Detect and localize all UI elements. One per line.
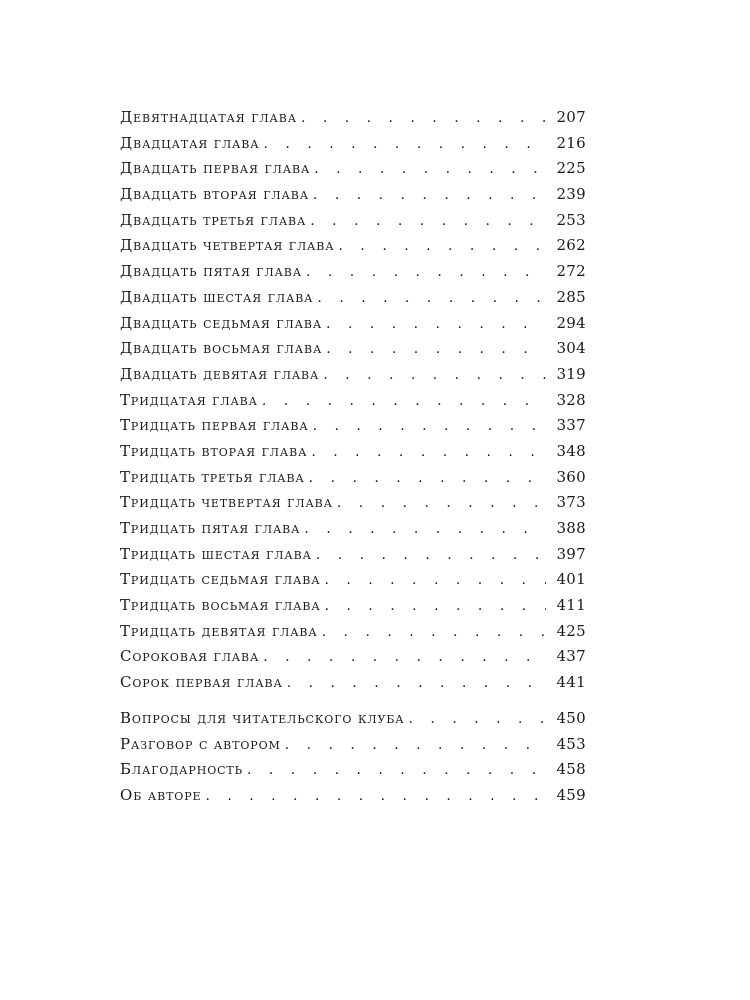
toc-entry [120,596,586,622]
toc-entry-page: 458 [556,760,586,779]
toc-entry [120,545,586,571]
toc-entry-title: Двадцать вторая глава [120,185,309,204]
toc-entry-title: Тридцать третья глава [120,467,305,486]
toc-entry [120,647,586,673]
toc-entry-page: 411 [556,596,586,615]
toc-entry-page: 397 [556,544,586,563]
dot-leader [309,468,547,486]
extras-list [120,709,586,812]
dot-leader [326,314,546,332]
dot-leader [322,622,547,640]
toc-entry-page: 360 [556,467,586,486]
dot-leader [306,262,546,280]
dot-leader [287,673,547,691]
dot-leader [264,134,547,152]
toc-entry-title: Сорок первая глава [120,673,283,692]
toc-entry-page: 373 [556,493,586,512]
toc-entry-page: 388 [556,519,586,537]
toc-entry-page: 437 [556,647,586,666]
dot-leader [285,735,547,753]
dot-leader [324,570,546,588]
toc-entry-page: 262 [556,236,586,255]
toc-entry-title: Тридцать девятая глава [120,621,318,640]
toc-entry-title: Двадцать первая глава [120,159,311,178]
toc-entry-title: Благодарность [120,760,243,779]
toc-entry-title: Тридцать четвертая глава [120,493,333,512]
toc-entry [120,442,586,468]
toc-entry-title: Тридцать шестая глава [120,544,312,563]
toc-entry-title: Девятнадцатая глава [120,108,297,126]
dot-leader [409,709,547,727]
toc-entry [120,622,586,648]
toc-entry-title: Об авторе [120,785,202,804]
table-of-contents [120,108,586,812]
toc-entry-page: 319 [556,364,586,383]
toc-entry [120,673,586,699]
toc-entry [120,519,586,545]
toc-entry-page: 401 [556,570,586,589]
toc-entry-title: Тридцать седьмая глава [120,570,321,589]
toc-entry [120,416,586,442]
dot-leader [313,185,547,203]
toc-entry-page: 348 [556,441,586,460]
toc-entry-title: Тридцать восьмая глава [120,596,321,615]
toc-entry [120,262,586,288]
dot-leader [262,391,547,409]
toc-entry-page: 253 [556,210,586,229]
dot-leader [326,339,546,357]
toc-entry-page: 459 [556,785,586,804]
toc-entry-title: Двадцать третья глава [120,210,307,229]
chapter-list [120,108,586,699]
toc-entry [120,159,586,185]
toc-entry [120,314,586,340]
toc-entry-title: Тридцать вторая глава [120,441,308,460]
dot-leader [316,545,547,563]
toc-entry-title: Двадцать восьмая глава [120,339,323,358]
toc-entry-title: Двадцать шестая глава [120,287,314,306]
dot-leader [304,519,546,537]
toc-entry [120,211,586,237]
toc-entry-title: Сороковая глава [120,647,260,666]
dot-leader [311,442,546,460]
toc-entry-title: Двадцать девятая глава [120,364,320,383]
toc-entry-page: 207 [556,108,586,126]
dot-leader [323,365,546,383]
toc-entry-title: Двадцатая глава [120,133,260,152]
toc-entry-page: 453 [556,734,586,753]
dot-leader [317,288,546,306]
toc-entry-page: 294 [556,313,586,332]
dot-leader [263,647,546,665]
toc-entry-page: 239 [556,185,586,204]
dot-leader [313,416,547,434]
toc-entry-page: 304 [556,339,586,358]
section-gap [120,699,586,709]
toc-entry-page: 285 [556,287,586,306]
dot-leader [310,211,546,229]
dot-leader [247,760,546,778]
dot-leader [205,786,546,804]
toc-entry [120,185,586,211]
toc-entry [120,468,586,494]
toc-entry [120,108,586,134]
toc-entry [120,735,586,761]
toc-entry [120,391,586,417]
toc-entry-page: 272 [556,262,586,281]
toc-entry-page: 450 [556,708,586,727]
toc-entry-title: Двадцать седьмая глава [120,313,323,332]
toc-entry-page: 328 [556,390,586,409]
toc-entry [120,570,586,596]
toc-entry-title: Вопросы для читательского клуба [120,708,405,727]
toc-entry-title: Двадцать пятая глава [120,262,302,281]
toc-entry [120,288,586,314]
dot-leader [325,596,547,614]
toc-entry-title: Двадцать четвертая глава [120,236,335,255]
toc-entry [120,236,586,262]
toc-entry-page: 216 [556,133,586,152]
toc-entry-page: 337 [556,416,586,435]
dot-leader [339,236,547,254]
toc-entry-title: Тридцать первая глава [120,416,309,435]
toc-entry [120,365,586,391]
toc-entry-page: 425 [556,621,586,640]
toc-entry [120,760,586,786]
toc-entry-page: 225 [556,159,586,178]
toc-entry [120,339,586,365]
toc-entry [120,709,586,735]
toc-entry-title: Тридцатая глава [120,390,258,409]
toc-entry-title: Тридцать пятая глава [120,519,301,537]
toc-entry [120,493,586,519]
dot-leader [301,108,547,126]
toc-entry-page: 441 [556,673,586,692]
dot-leader [314,159,546,177]
toc-entry [120,134,586,160]
toc-entry [120,786,586,812]
toc-entry-title: Разговор с автором [120,734,281,753]
dot-leader [337,493,547,511]
